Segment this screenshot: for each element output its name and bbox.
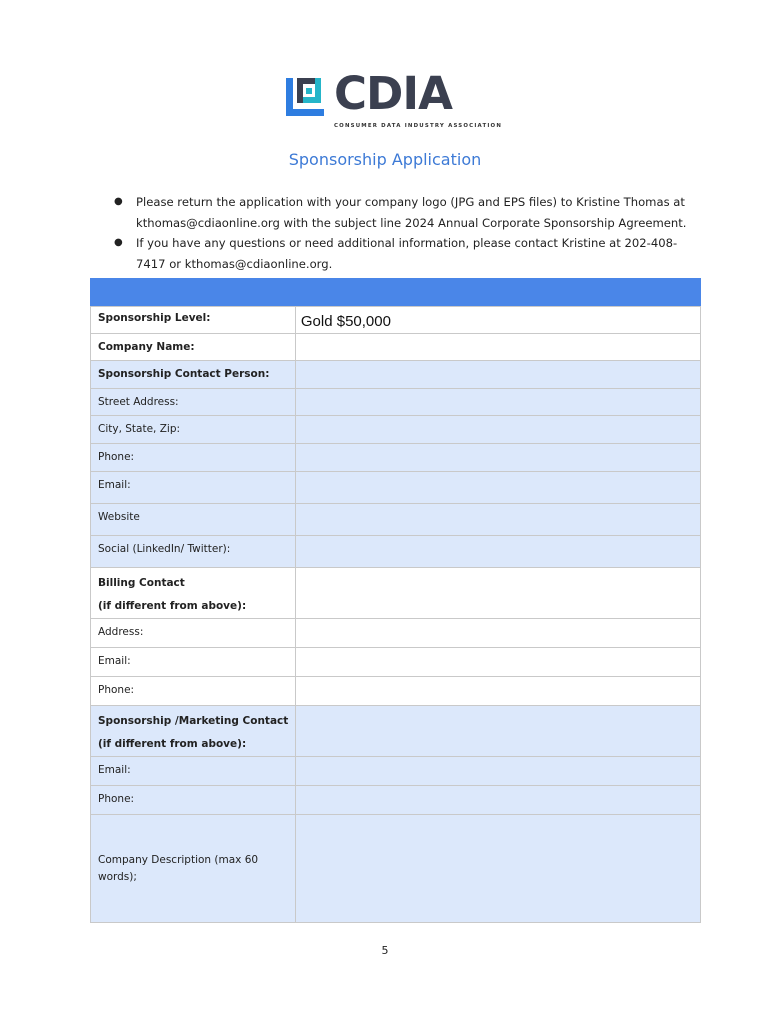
field-label: Company Name: [91,334,296,361]
field-label: City, State, Zip: [91,416,296,444]
field-label: Sponsorship Contact Person: [91,361,296,389]
company-name-field[interactable] [295,334,700,361]
form-row [91,444,701,472]
sponsorship-form-table [90,306,701,923]
field-label: Phone: [91,786,296,815]
form-row [91,706,701,757]
billing-phone-field[interactable] [295,677,700,706]
page-number: 5 [381,944,389,957]
marketing-contact-field[interactable] [295,706,700,757]
field-label: Email: [91,472,296,504]
phone-field[interactable] [295,444,700,472]
form-row [91,568,701,619]
field-label: Website [91,504,296,536]
city-state-zip-field[interactable] [295,416,700,444]
form-row [91,416,701,444]
form-row [91,389,701,416]
instruction-text: If you have any questions or need additional information, please contact Kristine at 202-408-7417 or kthomas@cdiaonline.org. [136,236,678,271]
billing-address-field[interactable] [295,619,700,648]
field-label: Sponsorship Level: [91,307,296,334]
page-title: Sponsorship Application [288,150,482,169]
field-label: Sponsorship /Marketing Contact (if different from above): [91,706,296,757]
form-row [91,757,701,786]
instructions-list [110,192,690,274]
field-label: Phone: [91,444,296,472]
field-label: Address: [91,619,296,648]
instruction-item [110,192,690,233]
cdia-bracket-logo-icon [286,74,330,118]
logo-wordmark: CDIA [334,67,452,120]
billing-contact-field[interactable] [295,568,700,619]
street-address-field[interactable] [295,389,700,416]
marketing-email-field[interactable] [295,757,700,786]
field-label: Phone: [91,677,296,706]
form-row [91,648,701,677]
instruction-item [110,233,690,274]
email-field[interactable] [295,472,700,504]
field-label: Social (LinkedIn/ Twitter): [91,536,296,568]
contact-person-field[interactable] [295,361,700,389]
marketing-phone-field[interactable] [295,786,700,815]
form-row [91,677,701,706]
bullet-icon: ● [114,196,123,207]
website-field[interactable] [295,504,700,536]
table-header-band [90,278,701,306]
form-row [91,619,701,648]
social-field[interactable] [295,536,700,568]
field-value: Gold $50,000 [300,313,391,330]
cdia-logo [286,67,503,132]
bullet-icon: ● [114,237,123,248]
company-description-field[interactable] [295,815,700,923]
field-label: Company Description (max 60 words); [91,815,296,923]
form-row [91,815,701,923]
instruction-text: Please return the application with your company logo (JPG and EPS files) to Kristine Thomas at kthomas@cdiaonline.org with the subject line 2024 Annual Corporate Sponsorship Agreement. [136,195,687,230]
field-label: Street Address: [91,389,296,416]
form-row [91,307,701,334]
form-row [91,361,701,389]
logo-subtitle: CONSUMER DATA INDUSTRY ASSOCIATION [334,123,503,129]
form-row [91,786,701,815]
field-label: Billing Contact (if different from above): [91,568,296,619]
form-row [91,472,701,504]
form-row [91,504,701,536]
sponsorship-level-field[interactable] [295,307,700,334]
form-row [91,536,701,568]
form-row [91,334,701,361]
field-label: Email: [91,648,296,677]
billing-email-field[interactable] [295,648,700,677]
field-label: Email: [91,757,296,786]
